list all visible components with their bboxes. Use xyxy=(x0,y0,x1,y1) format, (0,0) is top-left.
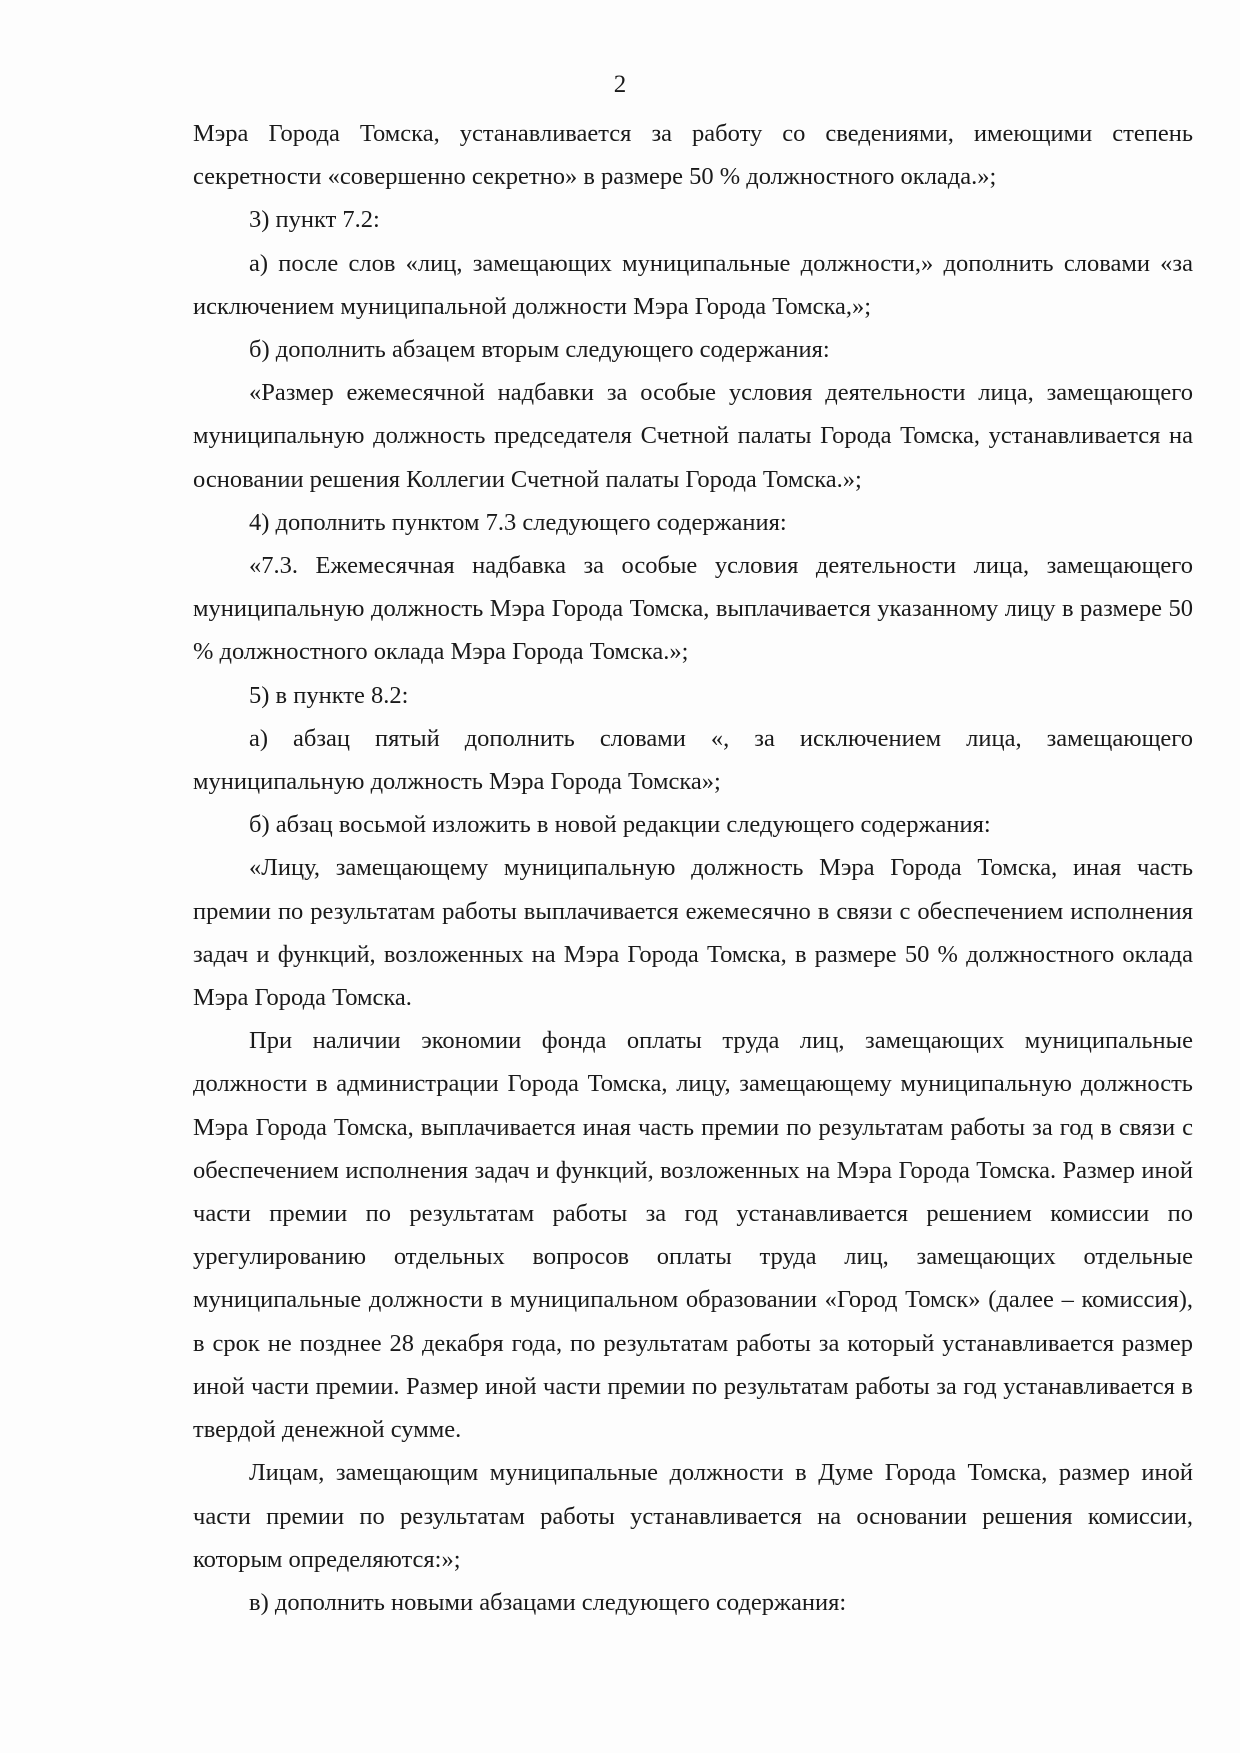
paragraph-continuation: Мэра Города Томска, устанавливается за работу со сведениями, имеющими степень секретности «совершенно секретно» в размере 50 % должностного оклада.»; xyxy=(193,120,1193,191)
paragraph-item-4: 4) дополнить пунктом 7.3 следующего содержания: xyxy=(249,508,787,536)
page-number: 2 xyxy=(613,71,627,98)
paragraph-savings: При наличии экономии фонда оплаты труда лиц, замещающих муниципальные должности в администрации Города Томска, лицу, замещающему муниципальную должность Мэра Города Томска, выплачивается иная часть премии по результатам работы за год в связи с обеспечением исполнения задач и функций, возложенных на Мэра Города Томска. Размер иной части премии по результатам работы за год устанавливается решением комиссии по урегулированию отдельных вопросов оплаты труда лиц, замещающих отдельные муниципальные должности в муниципальном образовании «Город Томск» (далее – комиссия), в срок не позднее 28 декабря года, по результатам работы за который устанавливается размер иной части премии. Размер иной части премии по результатам работы за год устанавливается в твердой денежной сумме. xyxy=(193,1027,1193,1444)
paragraph-item-5: 5) в пункте 8.2: xyxy=(249,681,409,709)
paragraph-quote-7-3: «7.3. Ежемесячная надбавка за особые условия деятельности лица, замещающего муниципальную должность Мэра Города Томска, выплачивается указанному лицу в размере 50 % должностного оклада Мэра Города Томска.»; xyxy=(193,552,1193,666)
paragraph-item-5a: а) абзац пятый дополнить словами «, за исключением лица, замещающего муниципальную должность Мэра Города Томска»; xyxy=(193,724,1193,796)
paragraph-item-3a: а) после слов «лиц, замещающих муниципальные должности,» дополнить словами «за исключением муниципальной должности Мэра Города Томска,»; xyxy=(193,249,1193,320)
paragraph-item-3: 3) пункт 7.2: xyxy=(249,206,380,234)
document-body xyxy=(193,112,1193,1624)
paragraph-item-3b: б) дополнить абзацем вторым следующего содержания: xyxy=(249,336,830,364)
paragraph-item-5v: в) дополнить новыми абзацами следующего содержания: xyxy=(249,1588,847,1616)
paragraph-item-5b: б) абзац восьмой изложить в новой редакции следующего содержания: xyxy=(249,811,991,839)
paragraph-quote-size: «Размер ежемесячной надбавки за особые условия деятельности лица, замещающего муниципальную должность председателя Счетной палаты Города Томска, устанавливается на основании решения Коллегии Счетной палаты Города Томска.»; xyxy=(193,379,1193,493)
paragraph-duma: Лицам, замещающим муниципальные должности в Думе Города Томска, размер иной части премии по результатам работы устанавливается на основании решения комиссии, которым определяются:»; xyxy=(193,1459,1193,1573)
paragraph-quote-mayor-bonus: «Лицу, замещающему муниципальную должность Мэра Города Томска, иная часть премии по результатам работы выплачивается ежемесячно в связи с обеспечением исполнения задач и функций, возложенных на Мэра Города Томска, в размере 50 % должностного оклада Мэра Города Томска. xyxy=(193,854,1193,1012)
